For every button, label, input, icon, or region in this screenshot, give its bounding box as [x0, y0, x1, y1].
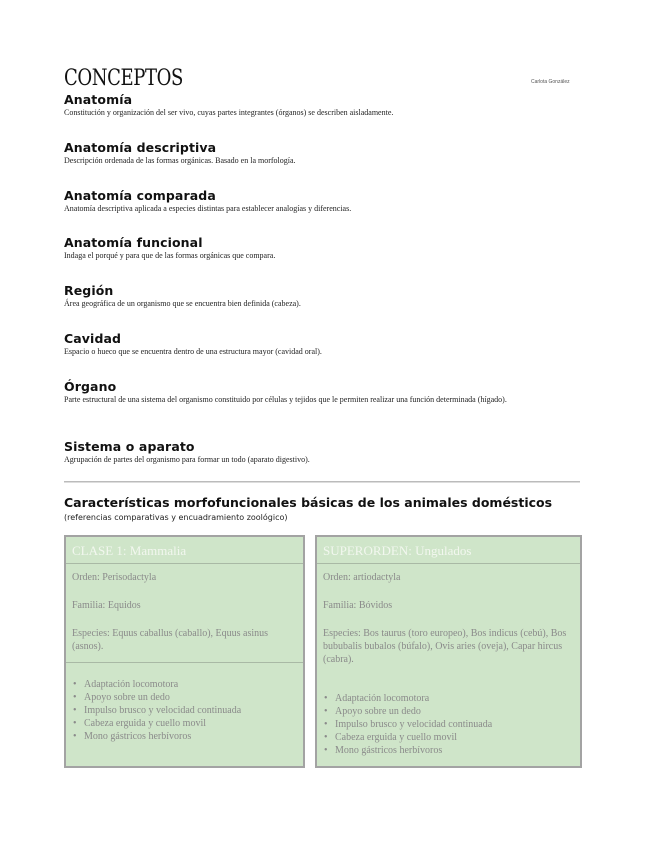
- box-heading: SUPERORDEN: Ungulados: [317, 537, 580, 564]
- concept-anatomia-funcional: [64, 236, 584, 261]
- concept-definition: Constitución y organización del ser vivo, cuyas partes integrantes (órganos) se describen aisladamente.: [64, 108, 394, 117]
- list-item: • Impulso brusco y velocidad continuada: [335, 718, 574, 731]
- list-item: • Cabeza erguida y cuello movil: [335, 731, 574, 744]
- concept-definition: Espacio o hueco que se encuentra dentro de una estructura mayor (cavidad oral).: [64, 347, 322, 356]
- concept-definition: Anatomía descriptiva aplicada a especies distintas para establecer analogías y diferencias.: [64, 204, 352, 213]
- concept-region: [64, 284, 584, 309]
- box-familia: Familia: Equidos: [72, 600, 141, 611]
- list-item: • Cabeza erguida y cuello movil: [84, 717, 297, 730]
- box-orden: Orden: artiodactyla: [323, 572, 401, 583]
- list-item: • Adaptación locomotora: [335, 692, 574, 705]
- concept-term: Región: [64, 283, 114, 298]
- box-body: [317, 564, 580, 757]
- box-heading: CLASE 1: Mammalia: [66, 537, 303, 564]
- section-divider: [64, 481, 580, 483]
- traits-list: [72, 678, 297, 743]
- box-especies: Especies: Bos taurus (toro europeo), Bos indicus (cebú), Bos bububalis bubalos (búfalo), Ovis aries (oveja), Capar hircus (cabra).: [323, 628, 567, 665]
- list-item: • Mono gástricos herbívoros: [84, 730, 297, 743]
- list-item: • Mono gástricos herbívoros: [335, 744, 574, 757]
- concept-term: Sistema o aparato: [64, 439, 195, 454]
- concept-term: Anatomía funcional: [64, 235, 203, 250]
- classification-box-ungulados: [315, 535, 582, 768]
- concept-term: Cavidad: [64, 331, 122, 346]
- concept-anatomia-descriptiva: [64, 141, 584, 166]
- concept-definition: Descripción ordenada de las formas orgánicas. Basado en la morfología.: [64, 156, 296, 165]
- box-especies: Especies: Equus caballus (caballo), Equus asinus (asnos).: [66, 627, 303, 663]
- concept-definition: Área geográfica de un organismo que se encuentra bien definida (cabeza).: [64, 299, 301, 308]
- concept-term: Anatomía: [64, 92, 133, 107]
- classification-box-mammalia: [64, 535, 305, 768]
- concept-definition: Agrupación de partes del organismo para formar un todo (aparato digestivo).: [64, 455, 310, 464]
- box-orden: Orden: Perisodactyla: [72, 572, 157, 583]
- concept-sistema: [64, 440, 584, 465]
- list-item: • Apoyo sobre un dedo: [335, 705, 574, 718]
- box-body: [66, 564, 303, 743]
- box-familia: Familia: Bóvidos: [323, 600, 393, 611]
- concept-definition: Parte estructural de una sistema del organismo constituido por células y tejidos que le permiten realizar una función determinada (hígado).: [64, 395, 507, 404]
- concept-cavidad: [64, 332, 584, 357]
- list-item: • Impulso brusco y velocidad continuada: [84, 704, 297, 717]
- concept-anatomia: [64, 93, 584, 118]
- list-item: • Adaptación locomotora: [84, 678, 297, 691]
- page-title: CONCEPTOS: [64, 66, 183, 91]
- concept-term: Anatomía comparada: [64, 188, 216, 203]
- concept-term: Órgano: [64, 379, 117, 394]
- traits-list: [323, 692, 574, 757]
- list-item: • Apoyo sobre un dedo: [84, 691, 297, 704]
- section-subtitle: (referencias comparativas y encuadramiento zoológico): [64, 513, 288, 522]
- author-name: Carlota González: [531, 79, 570, 85]
- concept-organo: [64, 380, 584, 405]
- concept-term: Anatomía descriptiva: [64, 140, 217, 155]
- section-title: Características morfofuncionales básicas de los animales domésticos: [64, 495, 553, 510]
- concept-anatomia-comparada: [64, 189, 584, 214]
- concept-definition: Indaga el porqué y para que de las formas orgánicas que compara.: [64, 251, 276, 260]
